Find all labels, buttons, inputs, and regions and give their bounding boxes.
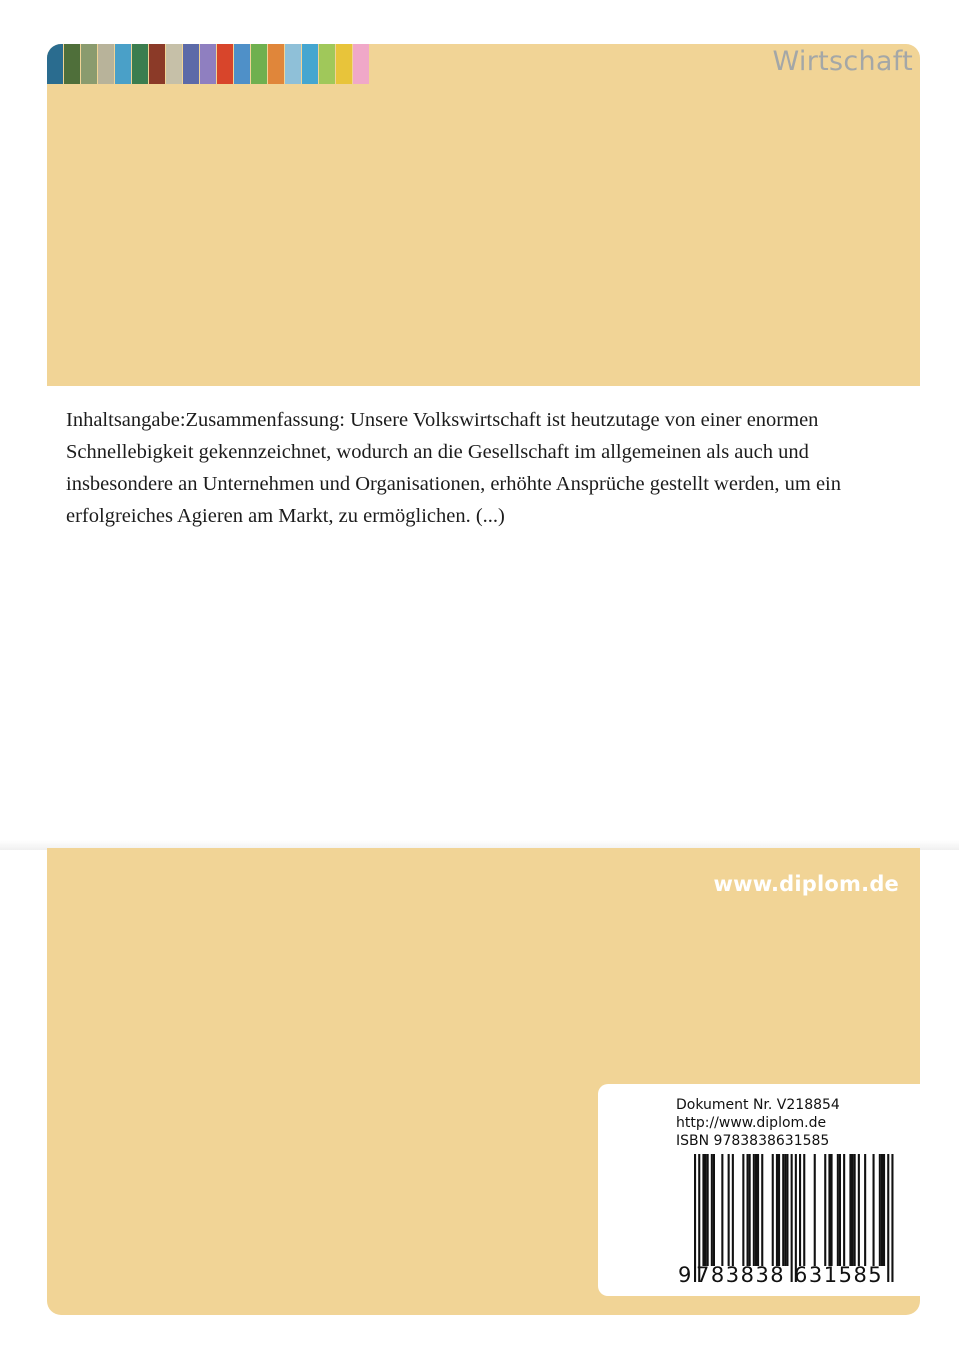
barcode-bar bbox=[707, 1154, 709, 1266]
isbn-number: ISBN 9783838631585 bbox=[676, 1133, 830, 1149]
cover-top-panel bbox=[47, 44, 920, 386]
barcode-bar bbox=[881, 1154, 883, 1266]
barcode-bar bbox=[864, 1154, 866, 1266]
barcode-bar bbox=[879, 1154, 881, 1266]
barcode-bar bbox=[887, 1154, 889, 1282]
category-label: Wirtschaft bbox=[772, 46, 913, 77]
barcode-digits-right: 631585 bbox=[794, 1263, 884, 1286]
color-stripe bbox=[200, 44, 216, 84]
blurb-text bbox=[66, 404, 886, 532]
document-url: http://www.diplom.de bbox=[676, 1115, 827, 1131]
color-stripe bbox=[81, 44, 97, 84]
barcode-bar bbox=[786, 1154, 788, 1266]
barcode-bar bbox=[749, 1154, 751, 1266]
barcode-bar bbox=[803, 1154, 805, 1266]
color-stripe bbox=[234, 44, 250, 84]
document-number: Dokument Nr. V218854 bbox=[676, 1097, 840, 1113]
barcode-bar bbox=[891, 1154, 893, 1282]
barcode-bar bbox=[791, 1154, 793, 1282]
barcode-bar bbox=[702, 1154, 704, 1266]
barcode-bar bbox=[742, 1154, 744, 1266]
color-stripe bbox=[149, 44, 165, 84]
barcode-bar bbox=[873, 1154, 875, 1266]
barcode-digits-left: 783838 bbox=[696, 1263, 786, 1286]
barcode-bar bbox=[747, 1154, 749, 1266]
color-stripe bbox=[336, 44, 352, 84]
color-stripe bbox=[98, 44, 114, 84]
barcode-bar bbox=[831, 1154, 833, 1266]
website-label: www.diplom.de bbox=[713, 872, 899, 896]
barcode-bar bbox=[711, 1154, 713, 1266]
barcode-bar bbox=[839, 1154, 841, 1266]
barcode-bar bbox=[854, 1154, 856, 1266]
color-stripe bbox=[166, 44, 182, 84]
barcode-bar bbox=[849, 1154, 851, 1266]
blurb-paragraph: Inhaltsangabe:Zusammenfassung: Unsere Volkswirtschaft ist heutzutage von einer enormen Schnellebigkeit gekennzeichnet, wodurch an die Gesellschaft im allgemeinen als auch und insbesondere an Unternehmen und Organisationen, erhöhte Ansprüche gestellt werden, um ein erfolgreiches Agieren am Markt, zu ermöglichen. (...) bbox=[66, 409, 841, 527]
barcode-bar bbox=[721, 1154, 723, 1266]
barcode-bar bbox=[824, 1154, 826, 1266]
barcode-bar bbox=[828, 1154, 830, 1266]
barcode-bar bbox=[753, 1154, 755, 1266]
color-stripe bbox=[353, 44, 369, 84]
color-stripe-bar bbox=[47, 44, 387, 84]
barcode-bar bbox=[772, 1154, 774, 1266]
isbn-barcode bbox=[676, 1154, 902, 1286]
barcode-bar bbox=[784, 1154, 786, 1266]
barcode-bar bbox=[713, 1154, 715, 1266]
barcode-bar bbox=[837, 1154, 839, 1266]
barcode-bar bbox=[776, 1154, 778, 1266]
barcode-bar bbox=[732, 1154, 734, 1266]
barcode-bar bbox=[782, 1154, 784, 1266]
color-stripe bbox=[183, 44, 199, 84]
barcode-bar bbox=[778, 1154, 780, 1266]
color-stripe bbox=[115, 44, 131, 84]
color-stripe bbox=[47, 44, 63, 84]
color-stripe bbox=[251, 44, 267, 84]
color-stripe bbox=[132, 44, 148, 84]
barcode-bar bbox=[843, 1154, 845, 1266]
barcode-bar bbox=[728, 1154, 730, 1266]
color-stripe bbox=[217, 44, 233, 84]
document-info bbox=[676, 1096, 840, 1150]
barcode-digit-first: 9 bbox=[678, 1263, 692, 1286]
color-stripe bbox=[285, 44, 301, 84]
color-stripe bbox=[64, 44, 80, 84]
barcode-bar bbox=[761, 1154, 763, 1266]
barcode-bar bbox=[757, 1154, 759, 1266]
barcode-bar bbox=[852, 1154, 854, 1266]
barcode-bar bbox=[814, 1154, 816, 1266]
color-stripe bbox=[302, 44, 318, 84]
barcode-bar bbox=[858, 1154, 860, 1266]
barcode-bar bbox=[883, 1154, 885, 1266]
barcode-bar bbox=[799, 1154, 801, 1266]
barcode-bar bbox=[755, 1154, 757, 1266]
color-stripe bbox=[319, 44, 335, 84]
barcode-bar bbox=[705, 1154, 707, 1266]
color-stripe bbox=[268, 44, 284, 84]
